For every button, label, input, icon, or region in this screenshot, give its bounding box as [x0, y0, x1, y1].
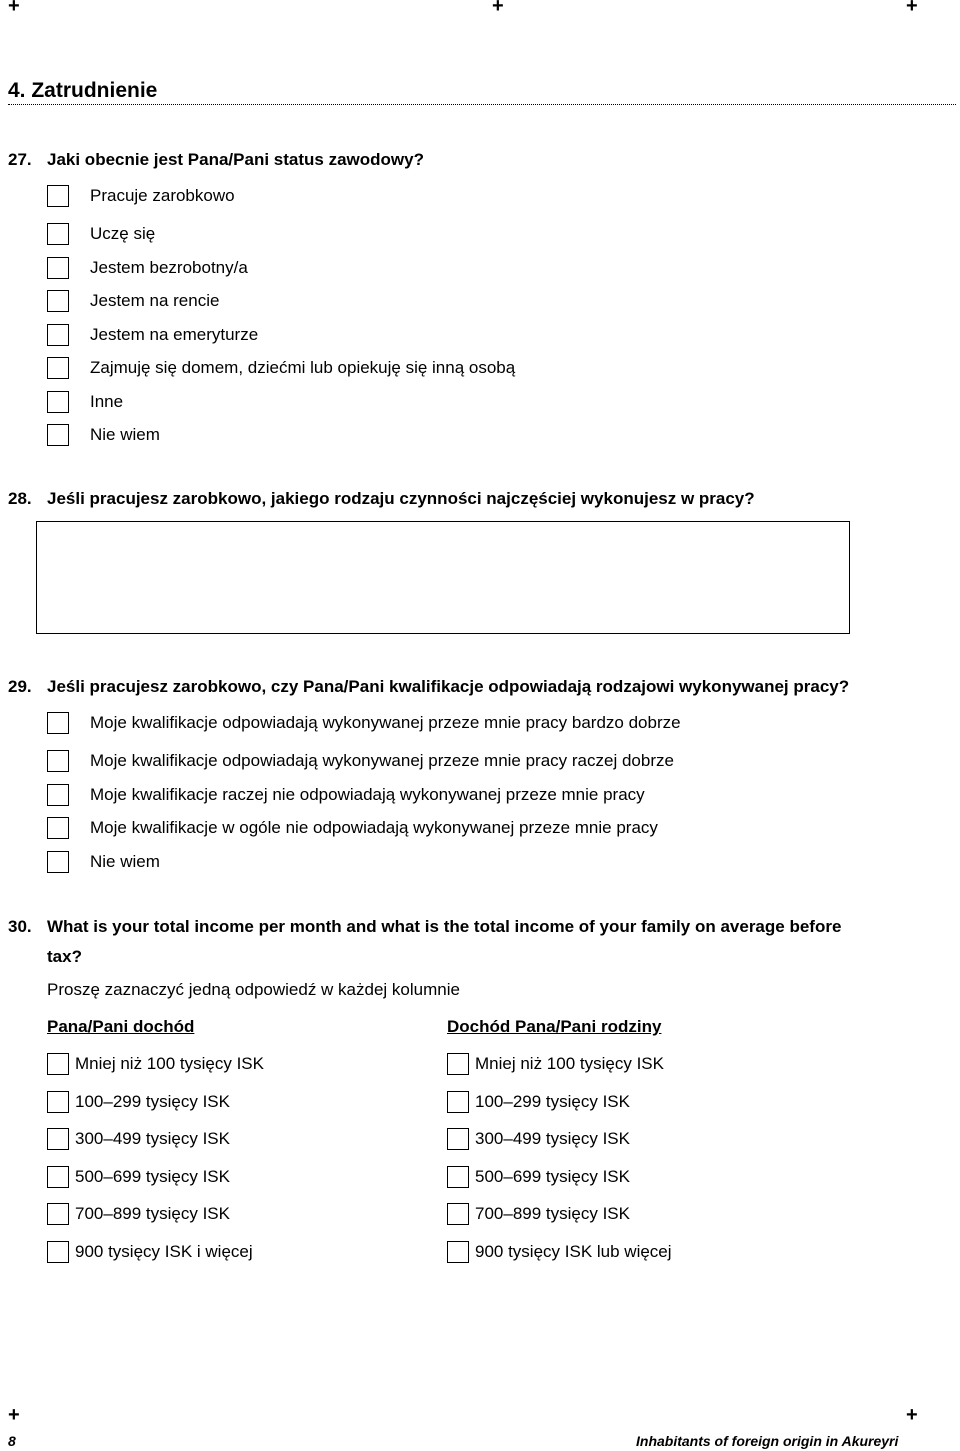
option-label: 100–299 tysięcy ISK — [475, 1092, 630, 1111]
option-label: Moje kwalifikacje odpowiadają wykonywanej przeze mnie pracy raczej dobrze — [90, 751, 674, 770]
personal-income-heading: Pana/Pani dochód — [47, 1017, 195, 1036]
option-label: Jestem na emeryturze — [90, 325, 259, 344]
question-30-text-line1: What is your total income per month and what is the total income of your family on average before — [47, 917, 842, 936]
option-label: Zajmuję się domem, dziećmi lub opiekuję się inną osobą — [90, 358, 516, 377]
checkbox[interactable] — [447, 1128, 469, 1150]
checkbox[interactable] — [447, 1053, 469, 1075]
checkbox[interactable] — [47, 1166, 69, 1188]
question-27-number: 27. — [8, 150, 32, 169]
checkbox[interactable] — [47, 257, 69, 279]
checkbox[interactable] — [47, 817, 69, 839]
option-label: Jestem bezrobotny/a — [90, 258, 248, 277]
checkbox[interactable] — [47, 1241, 69, 1263]
option-label: 300–499 tysięcy ISK — [75, 1129, 230, 1148]
option-label: 700–899 tysięcy ISK — [75, 1204, 230, 1223]
q29-option[interactable] — [47, 783, 645, 807]
option-label: 100–299 tysięcy ISK — [75, 1092, 230, 1111]
question-28-number: 28. — [8, 489, 32, 508]
checkbox[interactable] — [47, 424, 69, 446]
q27-option[interactable] — [47, 356, 515, 380]
checkbox[interactable] — [47, 1053, 69, 1075]
family-income-option[interactable] — [447, 1240, 672, 1264]
family-income-option[interactable] — [447, 1165, 630, 1189]
checkbox[interactable] — [447, 1203, 469, 1225]
option-label: Jestem na rencie — [90, 291, 220, 310]
checkbox[interactable] — [47, 223, 69, 245]
question-30-number: 30. — [8, 917, 32, 936]
family-income-option[interactable] — [447, 1052, 664, 1076]
q29-option[interactable] — [47, 816, 658, 840]
q27-option[interactable] — [47, 289, 219, 313]
q27-option[interactable] — [47, 256, 248, 280]
option-label: Moje kwalifikacje w ogóle nie odpowiadają wykonywanej przeze mnie pracy — [90, 818, 658, 837]
checkbox[interactable] — [47, 750, 69, 772]
checkbox[interactable] — [47, 712, 69, 734]
question-30-text-line2: tax? — [47, 947, 82, 966]
family-income-option[interactable] — [447, 1090, 630, 1114]
personal-income-option[interactable] — [47, 1090, 230, 1114]
option-label: Uczę się — [90, 224, 156, 243]
option-label: Pracuje zarobkowo — [90, 186, 235, 205]
section-divider — [8, 104, 956, 105]
free-text-answer-box[interactable] — [36, 521, 850, 634]
footer-title: Inhabitants of foreign origin in Akureyri — [636, 1433, 899, 1449]
option-label: Moje kwalifikacje raczej nie odpowiadają wykonywanej przeze mnie pracy — [90, 785, 645, 804]
q27-option[interactable] — [47, 222, 155, 246]
q27-option[interactable] — [47, 390, 123, 414]
option-label: 900 tysięcy ISK lub więcej — [475, 1242, 672, 1261]
checkbox[interactable] — [47, 391, 69, 413]
question-29-number: 29. — [8, 677, 32, 696]
q27-option[interactable] — [47, 323, 258, 347]
registration-mark-bottom-left: + — [8, 1404, 20, 1426]
option-label: Inne — [90, 392, 124, 411]
registration-mark-top-right: + — [906, 0, 918, 17]
checkbox[interactable] — [447, 1166, 469, 1188]
q29-option[interactable] — [47, 850, 160, 874]
checkbox[interactable] — [47, 324, 69, 346]
personal-income-option[interactable] — [47, 1240, 253, 1264]
option-label: 900 tysięcy ISK i więcej — [75, 1242, 253, 1261]
option-label: Nie wiem — [90, 852, 160, 871]
personal-income-option[interactable] — [47, 1165, 230, 1189]
option-label: Mniej niż 100 tysięcy ISK — [475, 1054, 664, 1073]
registration-mark-top-center: + — [492, 0, 504, 17]
option-label: Moje kwalifikacje odpowiadają wykonywanej przeze mnie pracy bardzo dobrze — [90, 713, 681, 732]
checkbox[interactable] — [47, 1203, 69, 1225]
registration-mark-bottom-right: + — [906, 1404, 918, 1426]
checkbox[interactable] — [47, 1128, 69, 1150]
family-income-heading: Dochód Pana/Pani rodziny — [447, 1017, 662, 1036]
checkbox[interactable] — [47, 1091, 69, 1113]
footer-page-number: 8 — [8, 1433, 16, 1449]
registration-mark-top-left: + — [8, 0, 20, 17]
checkbox[interactable] — [47, 185, 69, 207]
option-label: 700–899 tysięcy ISK — [475, 1204, 630, 1223]
family-income-option[interactable] — [447, 1202, 630, 1226]
q27-option[interactable] — [47, 423, 160, 447]
section-title: 4. Zatrudnienie — [8, 79, 158, 102]
personal-income-option[interactable] — [47, 1052, 264, 1076]
q27-option[interactable] — [47, 184, 235, 208]
question-27-text: Jaki obecnie jest Pana/Pani status zawodowy? — [47, 150, 424, 169]
checkbox[interactable] — [47, 784, 69, 806]
q29-option[interactable] — [47, 711, 681, 735]
family-income-option[interactable] — [447, 1127, 630, 1151]
question-29-text: Jeśli pracujesz zarobkowo, czy Pana/Pani kwalifikacje odpowiadają rodzajowi wykonywanej pracy? — [47, 677, 850, 696]
personal-income-option[interactable] — [47, 1127, 230, 1151]
personal-income-option[interactable] — [47, 1202, 230, 1226]
checkbox[interactable] — [47, 357, 69, 379]
checkbox[interactable] — [447, 1241, 469, 1263]
option-label: 500–699 tysięcy ISK — [75, 1167, 230, 1186]
option-label: Mniej niż 100 tysięcy ISK — [75, 1054, 264, 1073]
option-label: 500–699 tysięcy ISK — [475, 1167, 630, 1186]
checkbox[interactable] — [47, 290, 69, 312]
question-28-text: Jeśli pracujesz zarobkowo, jakiego rodzaju czynności najczęściej wykonujesz w pracy? — [47, 489, 755, 508]
option-label: 300–499 tysięcy ISK — [475, 1129, 630, 1148]
checkbox[interactable] — [447, 1091, 469, 1113]
question-30-instruction: Proszę zaznaczyć jedną odpowiedź w każdej kolumnie — [47, 980, 460, 999]
q29-option[interactable] — [47, 749, 674, 773]
checkbox[interactable] — [47, 851, 69, 873]
option-label: Nie wiem — [90, 425, 160, 444]
